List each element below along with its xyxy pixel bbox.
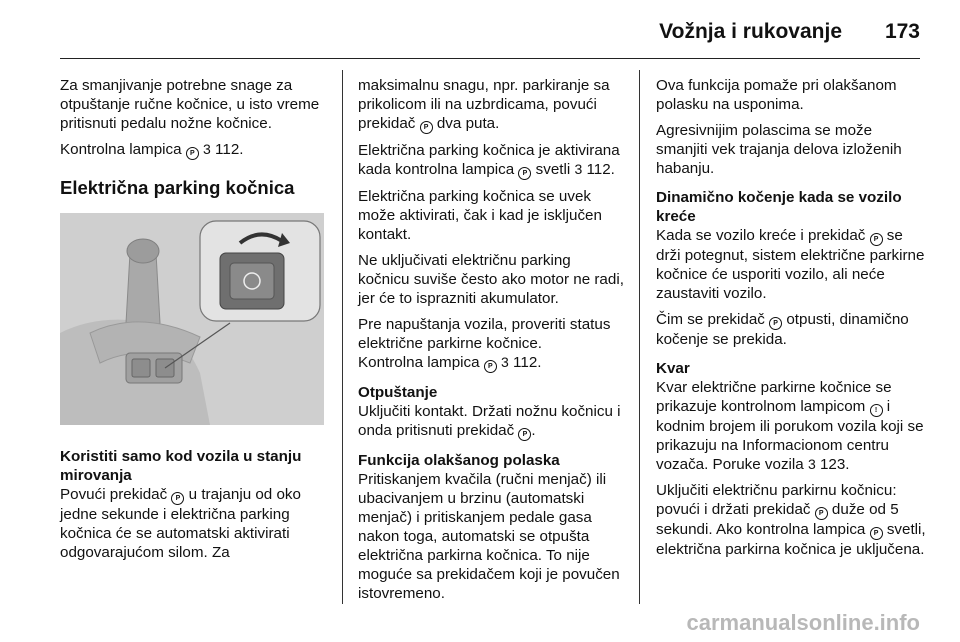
column-1 (60, 76, 326, 569)
page-ref-icon: 3 (203, 141, 211, 157)
paragraph: maksimalnu snagu, npr. parkiranje sa prikolicom ili na uzbrdicama, povući prekidač P dva puta. (358, 77, 610, 132)
parking-brake-icon: P (518, 167, 531, 180)
page-header (60, 14, 920, 54)
parking-brake-icon: P (420, 121, 433, 134)
column-2 (358, 76, 626, 610)
paragraph: Agresivnijim polascima se može smanjiti vek trajanja delova izloženih habanju. (656, 122, 902, 177)
column-divider-1 (342, 70, 343, 604)
paragraph: Kvar električne parkirne kočnice se prikazuje kontrolnom lampicom ! i kodnim brojem ili porukom vozila koji se prikazuju na Informacionom centru vozača. Poruke vozila 3 123. (656, 379, 924, 473)
watermark: carmanualsonline.info (686, 610, 920, 635)
paragraph: Pre napuštanja vozila, proveriti status električne parkirne kočnice. Kontrolna lampica P 3 112. (358, 316, 611, 371)
paragraph: Za smanjivanje potrebne snage za otpuštanje ručne kočnice, u isto vreme pritisnuti pedalu nožne kočnice. (60, 77, 320, 132)
paragraph: Povući prekidač P u trajanju od oko jedne sekunde i električna parking kočnica će se automatski aktivirati odgovarajućom silom. Za (60, 486, 301, 561)
page-ref-icon: 3 (501, 354, 509, 370)
subheading: Funkcija olakšanog polaska (358, 452, 560, 469)
parking-brake-icon: P (171, 492, 184, 505)
parking-brake-icon: P (769, 317, 782, 330)
paragraph: Ova funkcija pomaže pri olakšanom polasku na usponima. (656, 77, 897, 113)
parking-brake-icon: P (870, 527, 883, 540)
header-divider (60, 58, 920, 59)
parking-brake-illustration (60, 213, 324, 425)
paragraph: Kada se vozilo kreće i prekidač P se drži potegnut, sistem električne parkirne kočnice će usporiti vozilo, ali neće zaustaviti vozilo. (656, 227, 925, 302)
subheading: Dinamično kočenje kada se vozilo kreće (656, 189, 902, 225)
paragraph: Pritiskanjem kvačila (ručni menjač) ili ubacivanjem u brzinu (automatski menjač) i pritiskanjem pedale gasa nakon toga, automatski se otpušta električna parkirna kočnica. To nije moguće sa prekidačem koji je povučen istovremeno. (358, 471, 620, 602)
section-heading: Električna parking kočnica (60, 177, 295, 198)
paragraph: Uključiti električnu parkirnu kočnicu: povući i držati prekidač P duže od 5 sekundi. Ako kontrolna lampica P svetli, električna parkirna kočnica je uključena. (656, 482, 926, 558)
parking-brake-icon: P (870, 233, 883, 246)
subheading: Otpuštanje (358, 384, 438, 401)
chapter-title: Vožnja i rukovanje (659, 20, 842, 43)
paragraph: Uključiti kontakt. Držati nožnu kočnicu i onda pritisnuti prekidač P . (358, 403, 621, 439)
subheading: Koristiti samo kod vozila u stanju mirovanja (60, 448, 302, 484)
warning-lamp-icon: ! (870, 404, 883, 417)
paragraph: Električna parking kočnica je aktivirana kada kontrolna lampica P svetli 3 112. (358, 142, 620, 178)
page-ref-icon: 3 (807, 456, 816, 472)
subheading: Kvar (656, 360, 690, 377)
paragraph: Čim se prekidač P otpusti, dinamično kočenje se prekida. (656, 311, 909, 348)
page-ref-icon: 3 (574, 161, 583, 177)
page-number: 173 (884, 20, 920, 43)
column-3 (656, 76, 926, 566)
parking-brake-icon: P (484, 360, 497, 373)
paragraph: Električna parking kočnica se uvek može aktivirati, čak i kad je isključen kontakt. (358, 188, 602, 243)
paragraph: Kontrolna lampica P 3 112. (60, 141, 244, 158)
column-divider-2 (639, 70, 640, 604)
parking-brake-icon: P (815, 507, 828, 520)
handbrake-lamp-icon: P (186, 147, 199, 160)
parking-brake-icon: P (518, 428, 531, 441)
paragraph: Ne uključivati električnu parking kočnicu suviše često ako motor ne radi, jer će to isprazniti akumulator. (358, 252, 624, 307)
